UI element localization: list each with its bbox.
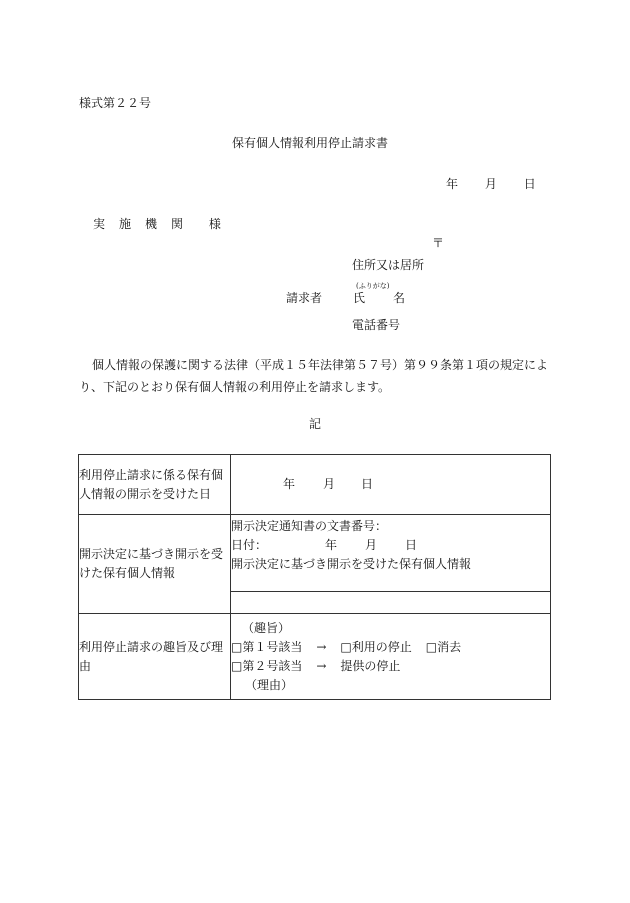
- notice-date-line: [231, 536, 550, 555]
- name-ruby: (ふりがな): [356, 282, 390, 290]
- row1-day-label: 日: [361, 477, 374, 491]
- checkbox-usage-stop[interactable]: □利用の停止: [340, 639, 412, 654]
- notice-day-label: 日: [405, 538, 418, 552]
- notice-month-label: 月: [365, 538, 378, 552]
- form-number: 様式第２２号: [79, 96, 152, 110]
- disclosure-date-cell[interactable]: [231, 455, 551, 515]
- row1-month-label: 月: [323, 477, 336, 491]
- document-title: 保有個人情報利用停止請求書: [232, 136, 389, 150]
- phone-label: 電話番号: [352, 318, 401, 332]
- disclosed-info-label: 開示決定に基づき開示を受けた保有個人情報: [79, 515, 231, 614]
- purpose-reason-cell[interactable]: [231, 614, 551, 700]
- request-date: [446, 178, 536, 190]
- checkbox-item-2[interactable]: □第２号該当: [231, 658, 303, 673]
- table-row: [79, 455, 551, 515]
- disclosed-info-text: 開示決定に基づき開示を受けた保有個人情報: [231, 557, 472, 571]
- addressee-char: 機: [145, 217, 158, 231]
- date-day-label: 日: [523, 177, 536, 191]
- request-table: [78, 454, 551, 700]
- reason-heading: （理由）: [245, 677, 294, 692]
- notice-date-label: 日付：: [231, 538, 268, 552]
- name-label-2: 名: [393, 291, 406, 305]
- arrow-icon: →: [316, 639, 327, 654]
- purpose-heading: （趣旨）: [242, 620, 291, 635]
- option-row-2: [231, 657, 550, 676]
- option-row-1: [231, 638, 550, 657]
- notice-year-label: 年: [325, 538, 338, 552]
- disclosed-info-cell[interactable]: [231, 515, 551, 592]
- postal-mark: 〒: [432, 236, 445, 250]
- requester-label: 請求者: [286, 291, 323, 305]
- addressee: [93, 218, 221, 230]
- table-row: [79, 614, 551, 700]
- ki-heading: 記: [309, 417, 322, 431]
- checkbox-item-1[interactable]: □第１号該当: [231, 639, 303, 654]
- name-label-1: 氏: [353, 291, 366, 305]
- checkbox-deletion[interactable]: □消去: [425, 639, 462, 654]
- disclosure-date-label: 利用停止請求に係る保有個人情報の開示を受けた日: [79, 455, 231, 515]
- addressee-char: 実: [93, 217, 106, 231]
- row1-year-label: 年: [283, 477, 296, 491]
- notice-number-label: 開示決定通知書の文書番号：: [231, 519, 388, 533]
- address-label: 住所又は居所: [352, 258, 425, 272]
- purpose-reason-label: 利用停止請求の趣旨及び理由: [79, 614, 231, 700]
- provision-stop-label: 提供の停止: [340, 658, 401, 673]
- addressee-char: 施: [119, 217, 132, 231]
- disclosed-info-blank-cell[interactable]: [231, 592, 551, 614]
- arrow-icon: →: [316, 658, 327, 673]
- request-statement: 個人情報の保護に関する法律（平成１５年法律第５７号）第９９条第１項の規定により、下記のとおり保有個人情報の利用停止を請求します。: [79, 358, 549, 394]
- table-row: [79, 515, 551, 592]
- addressee-honorific: 様: [208, 217, 221, 231]
- date-month-label: 月: [484, 177, 497, 191]
- date-year-label: 年: [446, 177, 459, 191]
- addressee-char: 関: [171, 217, 184, 231]
